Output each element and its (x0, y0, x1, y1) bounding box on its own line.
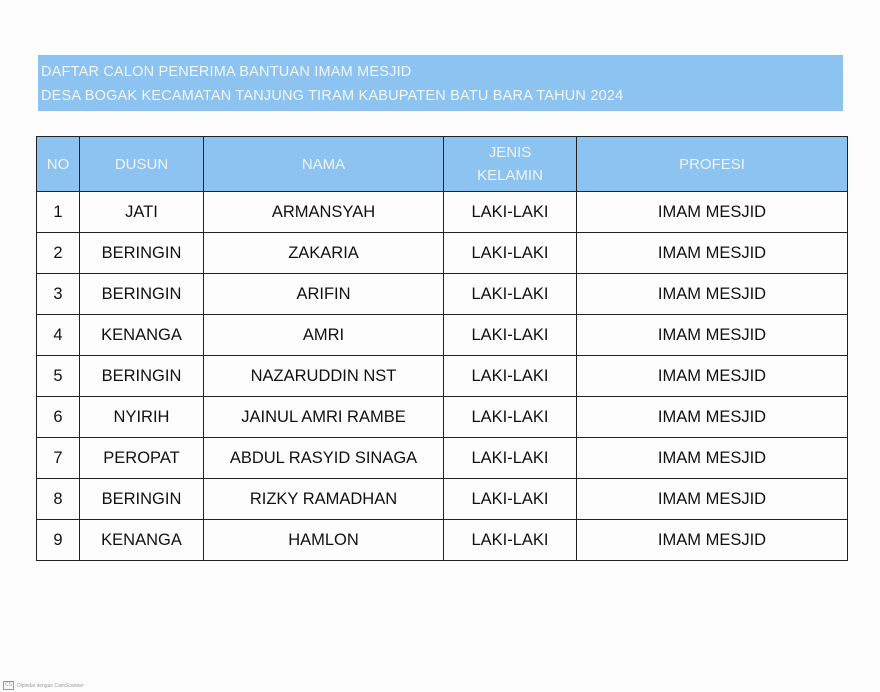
cell-dusun: PEROPAT (80, 438, 204, 479)
cell-dusun: BERINGIN (80, 356, 204, 397)
cell-dusun: BERINGIN (80, 233, 204, 274)
header-no: NO (37, 137, 80, 192)
cell-no: 7 (37, 438, 80, 479)
cell-no: 5 (37, 356, 80, 397)
header-jenis-kelamin (444, 137, 577, 192)
cell-profesi: IMAM MESJID (577, 397, 848, 438)
cell-jenis-kelamin: LAKI-LAKI (444, 438, 577, 479)
cell-jenis-kelamin: LAKI-LAKI (444, 233, 577, 274)
table-row (37, 192, 848, 233)
cell-nama: ARMANSYAH (204, 192, 444, 233)
cell-nama: AMRI (204, 315, 444, 356)
table-row (37, 315, 848, 356)
cell-profesi: IMAM MESJID (577, 274, 848, 315)
table-row (37, 356, 848, 397)
cell-nama: ZAKARIA (204, 233, 444, 274)
cell-dusun: BERINGIN (80, 479, 204, 520)
cell-no: 4 (37, 315, 80, 356)
cell-dusun: KENANGA (80, 315, 204, 356)
cell-jenis-kelamin: LAKI-LAKI (444, 479, 577, 520)
cell-profesi: IMAM MESJID (577, 315, 848, 356)
cell-dusun: JATI (80, 192, 204, 233)
cell-no: 3 (37, 274, 80, 315)
cell-nama: HAMLON (204, 520, 444, 561)
cell-nama: RIZKY RAMADHAN (204, 479, 444, 520)
header-nama: NAMA (204, 137, 444, 192)
cell-nama: ARIFIN (204, 274, 444, 315)
cell-dusun: BERINGIN (80, 274, 204, 315)
table-row (37, 274, 848, 315)
table-row (37, 479, 848, 520)
cell-no: 9 (37, 520, 80, 561)
document-title (38, 55, 843, 111)
cell-profesi: IMAM MESJID (577, 233, 848, 274)
title-line-2: DESA BOGAK KECAMATAN TANJUNG TIRAM KABUPATEN BATU BARA TAHUN 2024 (41, 88, 624, 104)
cs-scanner-icon: CS (3, 681, 14, 690)
table-header-row (37, 137, 848, 192)
header-dusun: DUSUN (80, 137, 204, 192)
header-jenis-line-1: JENIS (488, 144, 532, 161)
cell-profesi: IMAM MESJID (577, 520, 848, 561)
table-row (37, 233, 848, 274)
cell-profesi: IMAM MESJID (577, 192, 848, 233)
cell-no: 2 (37, 233, 80, 274)
cell-profesi: IMAM MESJID (577, 356, 848, 397)
cell-dusun: NYIRIH (80, 397, 204, 438)
cell-nama: JAINUL AMRI RAMBE (204, 397, 444, 438)
cell-jenis-kelamin: LAKI-LAKI (444, 356, 577, 397)
cell-no: 6 (37, 397, 80, 438)
cell-nama: NAZARUDDIN NST (204, 356, 444, 397)
cell-jenis-kelamin: LAKI-LAKI (444, 520, 577, 561)
table-row (37, 438, 848, 479)
header-profesi: PROFESI (577, 137, 848, 192)
title-line-1: DAFTAR CALON PENERIMA BANTUAN IMAM MESJID (41, 64, 412, 80)
header-jenis-line-2: KELAMIN (477, 167, 543, 184)
cell-jenis-kelamin: LAKI-LAKI (444, 397, 577, 438)
table-row (37, 520, 848, 561)
cell-no: 8 (37, 479, 80, 520)
cell-nama: ABDUL RASYID SINAGA (204, 438, 444, 479)
table-row (37, 397, 848, 438)
cell-profesi: IMAM MESJID (577, 438, 848, 479)
recipient-table (36, 136, 848, 561)
cell-profesi: IMAM MESJID (577, 479, 848, 520)
cell-jenis-kelamin: LAKI-LAKI (444, 315, 577, 356)
cell-no: 1 (37, 192, 80, 233)
scanner-watermark (3, 681, 84, 690)
cell-jenis-kelamin: LAKI-LAKI (444, 192, 577, 233)
cell-jenis-kelamin: LAKI-LAKI (444, 274, 577, 315)
scanner-watermark-text: Dipindai dengan CamScanner (17, 682, 84, 689)
cell-dusun: KENANGA (80, 520, 204, 561)
